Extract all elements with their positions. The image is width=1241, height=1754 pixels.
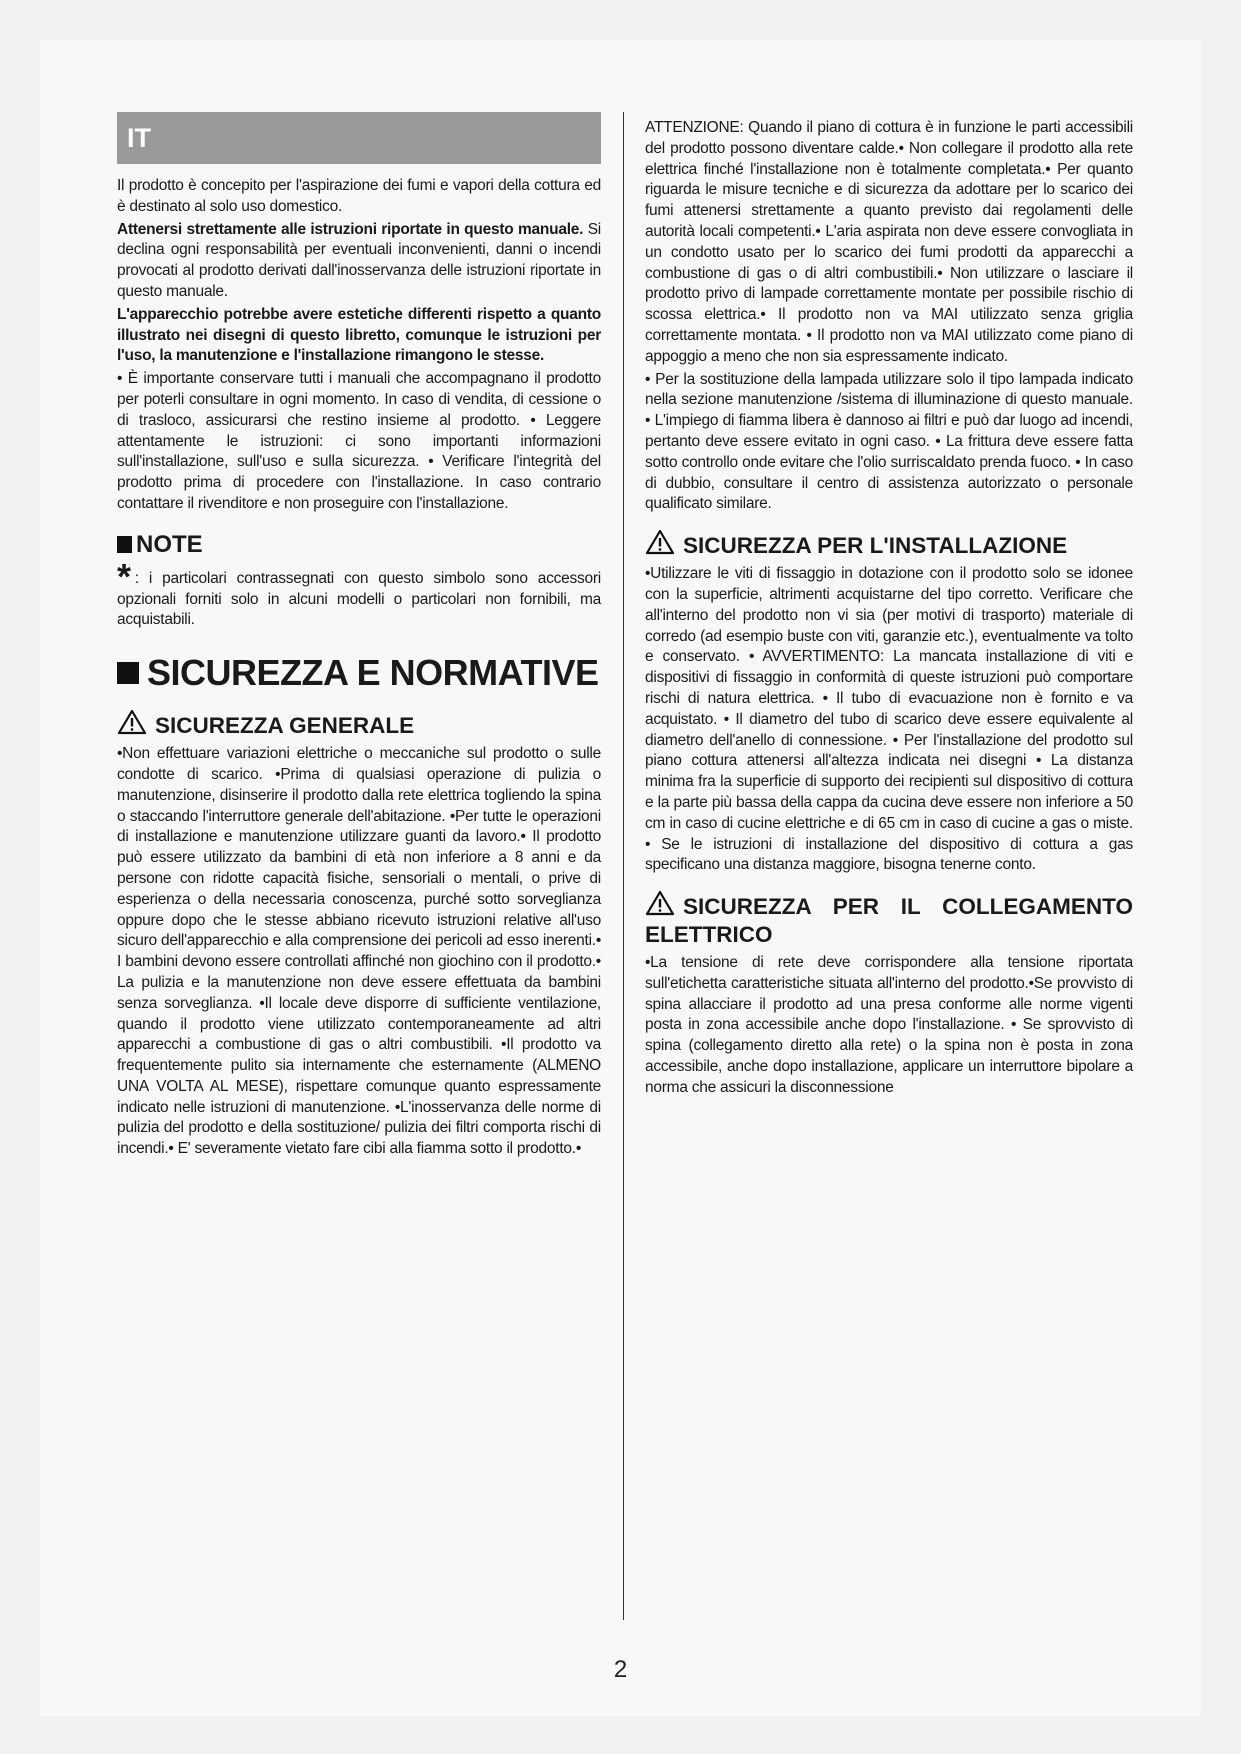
- page-number: 2: [613, 1656, 628, 1683]
- manual-notice: [117, 220, 601, 303]
- column-divider: [623, 112, 624, 1620]
- square-bullet-icon: [117, 662, 139, 684]
- keep-manuals-paragraph: • È importante conservare tutti i manuali che accompagnano il prodotto per poterli consultare in ogni momento. In caso di vendita, di cessione o di trasloco, assicurarsi che restino insieme al prodotto. • Leggere attentamente le istruzioni: ci sono importanti informazioni sull'installazione, sull'uso e sulla sicurezza. • Verificare l'integrità del prodotto prima di procedere con l'installazione. In caso contrario contattare il rivenditore e non proseguire con l'installazione.: [117, 370, 601, 512]
- note-text: : i particolari contrassegnati con questo simbolo sono accessori opzionali forniti solo in alcuni modelli o particolari non fornibili, ma acquistabili.: [117, 569, 601, 629]
- lamp-paragraph: • Per la sostituzione della lampada utilizzare solo il tipo lampada indicato nella sezione manutenzione /sistema di illuminazione di questo manuale. • L'impiego di fiamma libera è dannoso ai filtri e può dar luogo ad incendi, pertanto deve essere evitato in ogni caso. • La frittura deve essere fatta sotto controllo onde evitare che l'olio surriscaldato prenda fuoco. • In caso di dubbio, consultare il centro di assistenza autorizzato o personale qualificato similare.: [645, 370, 1133, 513]
- installation-safety-heading: [645, 529, 1133, 560]
- installation-safety-text: •Utilizzare le viti di fissaggio in dotazione con il prodotto solo se idonee con la superficie, altrimenti acquistarne del tipo corretto. Verificare che all'interno del prodotto non vi sia (per motivi di trasporto) materiale di corredo (ad esempio buste con viti, garanzie etc.), eventualmente va tolto e conservato. • AVVERTIMENTO: La mancata installazione di viti e dispositivi di fissaggio in conformità di queste istruzioni può comportare rischi di natura elettrica. • Il tubo di evacuazione non è fornito e va acquistato. • Il diametro del tubo di scarico deve essere equivalente al diametro dell'anello di connessione. • Per l'installazione del prodotto sul piano cottura attenersi all'altezza indicata nei disegni • La distanza minima fra la superficie di supporto dei recipienti sul dispositivo di cottura e la parte più bassa della cappa da cucina deve essere non inferiore a 50 cm in caso di cucine elettriche e di 65 cm in caso di cucine a gas o miste. • Se le istruzioni di installazione del dispositivo di cottura a gas specificano una distanza maggiore, bisogna tenerne conto.: [645, 565, 1133, 874]
- aesthetic-notice: L'apparecchio potrebbe avere estetiche differenti rispetto a quanto illustrato nei disegni di questo libretto, comunque le istruzioni per l'uso, la manutenzione e l'installazione rimangono le stesse.: [117, 305, 601, 365]
- warning-triangle-icon: [117, 709, 147, 735]
- asterisk-icon: *: [117, 555, 131, 597]
- installation-safety-heading-text: SICUREZZA PER L'INSTALLAZIONE: [683, 533, 1068, 559]
- attention-paragraph: ATTENZIONE: Quando il piano di cottura è in funzione le parti accessibili del prodotto possono diventare calde.• Non collegare il prodotto alla rete elettrica finché l'installazione non è totalmente completata.• Per quanto riguarda le misure tecniche e di sicurezza da adottare per lo scarico dei fumi attenersi strettamente a quanto previsto dai regolamenti delle autorità locali competenti.• L'aria aspirata non deve essere convogliata in un condotto usato per lo scarico dei fumi prodotti da apparecchi a combustione di gas o di altri combustibili.• Non utilizzare o lasciare il prodotto privo di lampade correttamente montate per possibile rischio di scossa elettrica.• Il prodotto non va MAI utilizzato senza griglia correttamente montata. • Il prodotto non va MAI utilizzato come piano di appoggio a meno che non sia espressamente indicato.: [645, 119, 1133, 365]
- electrical-safety-heading-text: SICUREZZA PER IL COLLEGAMENTO ELETTRICO: [645, 894, 1133, 948]
- general-safety-heading-text: SICUREZZA GENERALE: [155, 713, 415, 739]
- note-heading-text: NOTE: [136, 530, 203, 558]
- manual-notice-bold: Attenersi strettamente alle istruzioni riportate in questo manuale.: [117, 220, 584, 238]
- general-safety-heading: [117, 709, 601, 740]
- square-bullet-icon: [117, 536, 132, 553]
- warning-triangle-icon: [645, 529, 675, 555]
- left-column: [117, 112, 601, 1162]
- right-column: [645, 118, 1133, 1101]
- intro-paragraph: Il prodotto è concepito per l'aspirazione dei fumi e vapori della cottura ed è destinato al solo uso domestico.: [117, 177, 601, 215]
- main-heading-text: SICUREZZA E NORMATIVE: [147, 652, 599, 694]
- electrical-safety-heading: [645, 890, 1133, 949]
- general-safety-text: •Non effettuare variazioni elettriche o meccaniche sul prodotto o sulle condotte di scarico. •Prima di qualsiasi operazione di pulizia o manutenzione, disinserire il prodotto dalla rete elettrica togliendo la spina o staccando l'interruttore generale dell'abitazione. •Per tutte le operazioni di installazione e manutenzione utilizzare guanti da lavoro.• Il prodotto può essere utilizzato da bambini di età non inferiore a 8 anni e da persone con ridotte capacità fisiche, sensoriali o mentali, o prive di esperienza o della necessaria conoscenza, purché sotto sorveglianza oppure dopo che le stesse abbiano ricevuto istruzioni relative all'uso sicuro dell'apparecchio e alla comprensione dei pericoli ad esso inerenti.• I bambini devono essere controllati affinché non giochino con il prodotto.• La pulizia e la manutenzione non deve essere effettuata da bambini senza sorveglianza. •Il locale deve disporre di sufficiente ventilazione, quando il prodotto viene utilizzato contemporaneamente ad altri apparecchi a combustione di gas o altri combustibili. •Il prodotto va frequentemente pulito sia internamente che esternamente (ALMENO UNA VOLTA AL MESE), rispettare comunque quanto espressamente indicato nelle istruzioni di manutenzione. •L'inosservanza delle norme di pulizia del prodotto e della sostituzione/ pulizia dei filtri comporta rischi di incendi.• E' severamente vietato fare cibi alla fiamma sotto il prodotto.•: [117, 745, 601, 1158]
- note-paragraph: [117, 555, 601, 631]
- language-tag: IT: [117, 112, 601, 164]
- note-heading: [117, 531, 601, 559]
- manual-notice-text: Si declina ogni responsabilità per eventuali inconvenienti, danni o incendi provocati al prodotto derivati dall'inosservanza delle istruzioni riportate in questo manuale.: [117, 220, 601, 300]
- warning-triangle-icon: [645, 890, 675, 916]
- electrical-safety-text: •La tensione di rete deve corrispondere alla tensione riportata sull'etichetta caratteristiche situata all'interno del prodotto.•Se provvisto di spina allacciare il prodotto ad una presa conforme alle norme vigenti posta in zona accessibile anche dopo l'installazione. • Se sprovvisto di spina (collegamento diretto alla rete) o la spina non è posta in zona accessibile, anche dopo installazione, applicare un interruttore bipolare a norma che assicuri la disconnessione: [645, 954, 1133, 1096]
- main-heading: [117, 651, 601, 695]
